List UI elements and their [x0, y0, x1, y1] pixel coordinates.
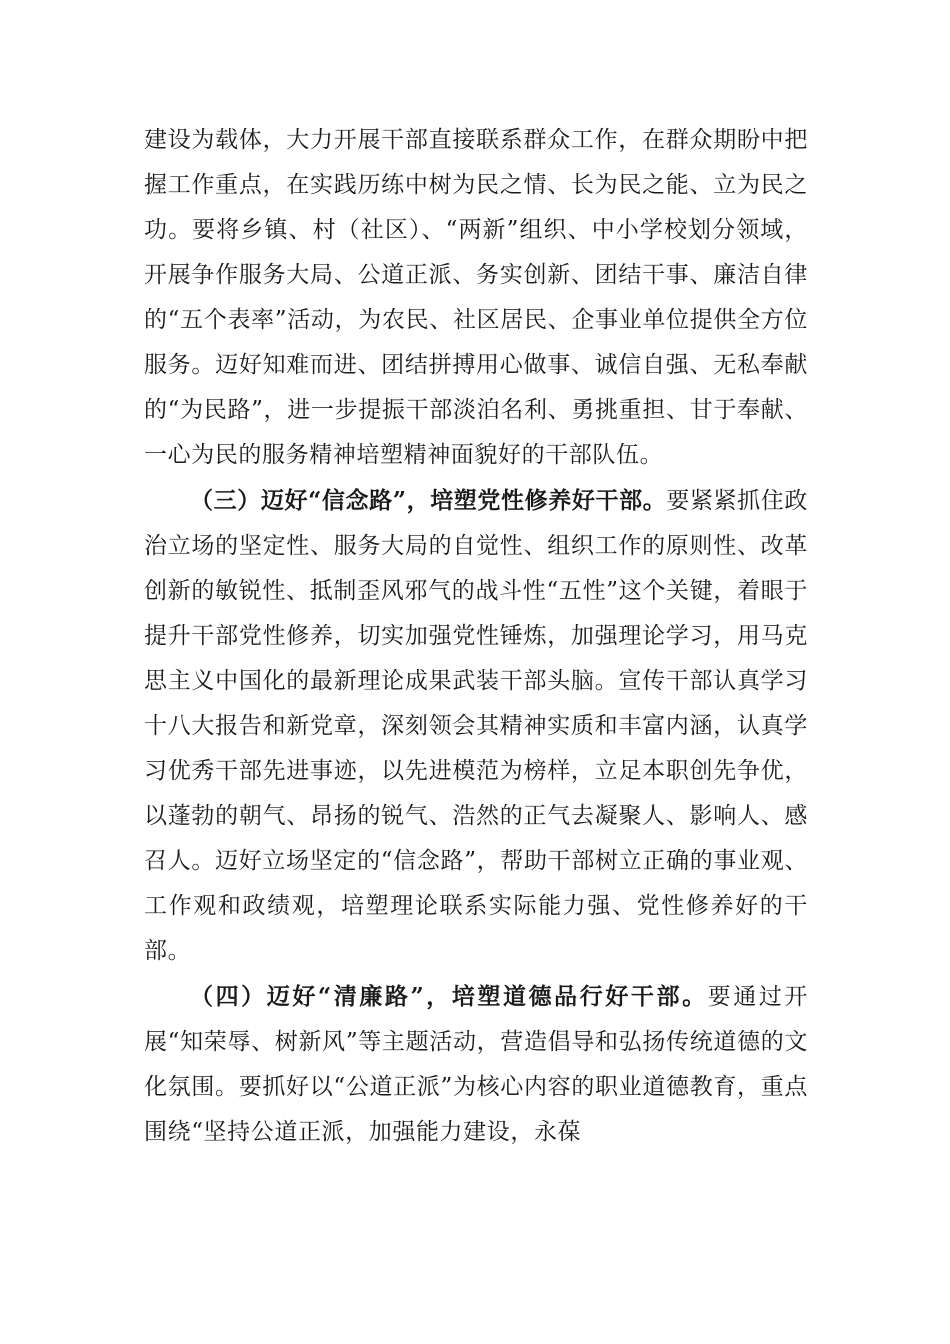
paragraph-section-three: [144, 478, 808, 974]
paragraph-body: 要通过开展“知荣辱、树新风”等主题活动，营造倡导和弘扬传统道德的文化氛围。要抓好以“公道正派”为核心内容的职业道德教育，重点围绕“坚持公道正派，加强能力建设，永葆: [144, 984, 808, 1145]
paragraph-section-four: [144, 974, 808, 1155]
paragraph-continuation: [144, 118, 808, 478]
section-heading: （三）迈好“信念路”，培塑党性修养好干部。: [190, 487, 667, 514]
paragraph-body: 要紧紧抓住政治立场的坚定性、服务大局的自觉性、组织工作的原则性、改革创新的敏锐性、抵制歪风邪气的战斗性“五性”这个关键，着眼于提升干部党性修养，切实加强党性锤炼，加强理论学习，用马克思主义中国化的最新理论成果武装干部头脑。宣传干部认真学习十八大报告和新党章，深刻领会其精神实质和丰富内涵，认真学习优秀干部先进事迹，以先进模范为榜样，立足本职创先争优，以蓬勃的朝气、昂扬的锐气、浩然的正气去凝聚人、影响人、感召人。迈好立场坚定的“信念路”，帮助干部树立正确的事业观、工作观和政绩观，培塑理论联系实际能力强、党性修养好的干部。: [144, 488, 808, 964]
section-heading: （四）迈好“清廉路”，培塑道德品行好干部。: [190, 983, 708, 1010]
paragraph-body: 建设为载体，大力开展干部直接联系群众工作，在群众期盼中把握工作重点，在实践历练中树为民之情、长为民之能、立为民之功。要将乡镇、村（社区）、“两新”组织、中小学校划分领域，开展争作服务大局、公道正派、务实创新、团结干事、廉洁自律的“五个表率”活动，为农民、社区居民、企事业单位提供全方位服务。迈好知难而进、团结拼搏用心做事、诚信自强、无私奉献的“为民路”，进一步提振干部淡泊名利、勇挑重担、甘于奉献、一心为民的服务精神培塑精神面貌好的干部队伍。: [144, 127, 808, 468]
document-page: [144, 118, 808, 1155]
